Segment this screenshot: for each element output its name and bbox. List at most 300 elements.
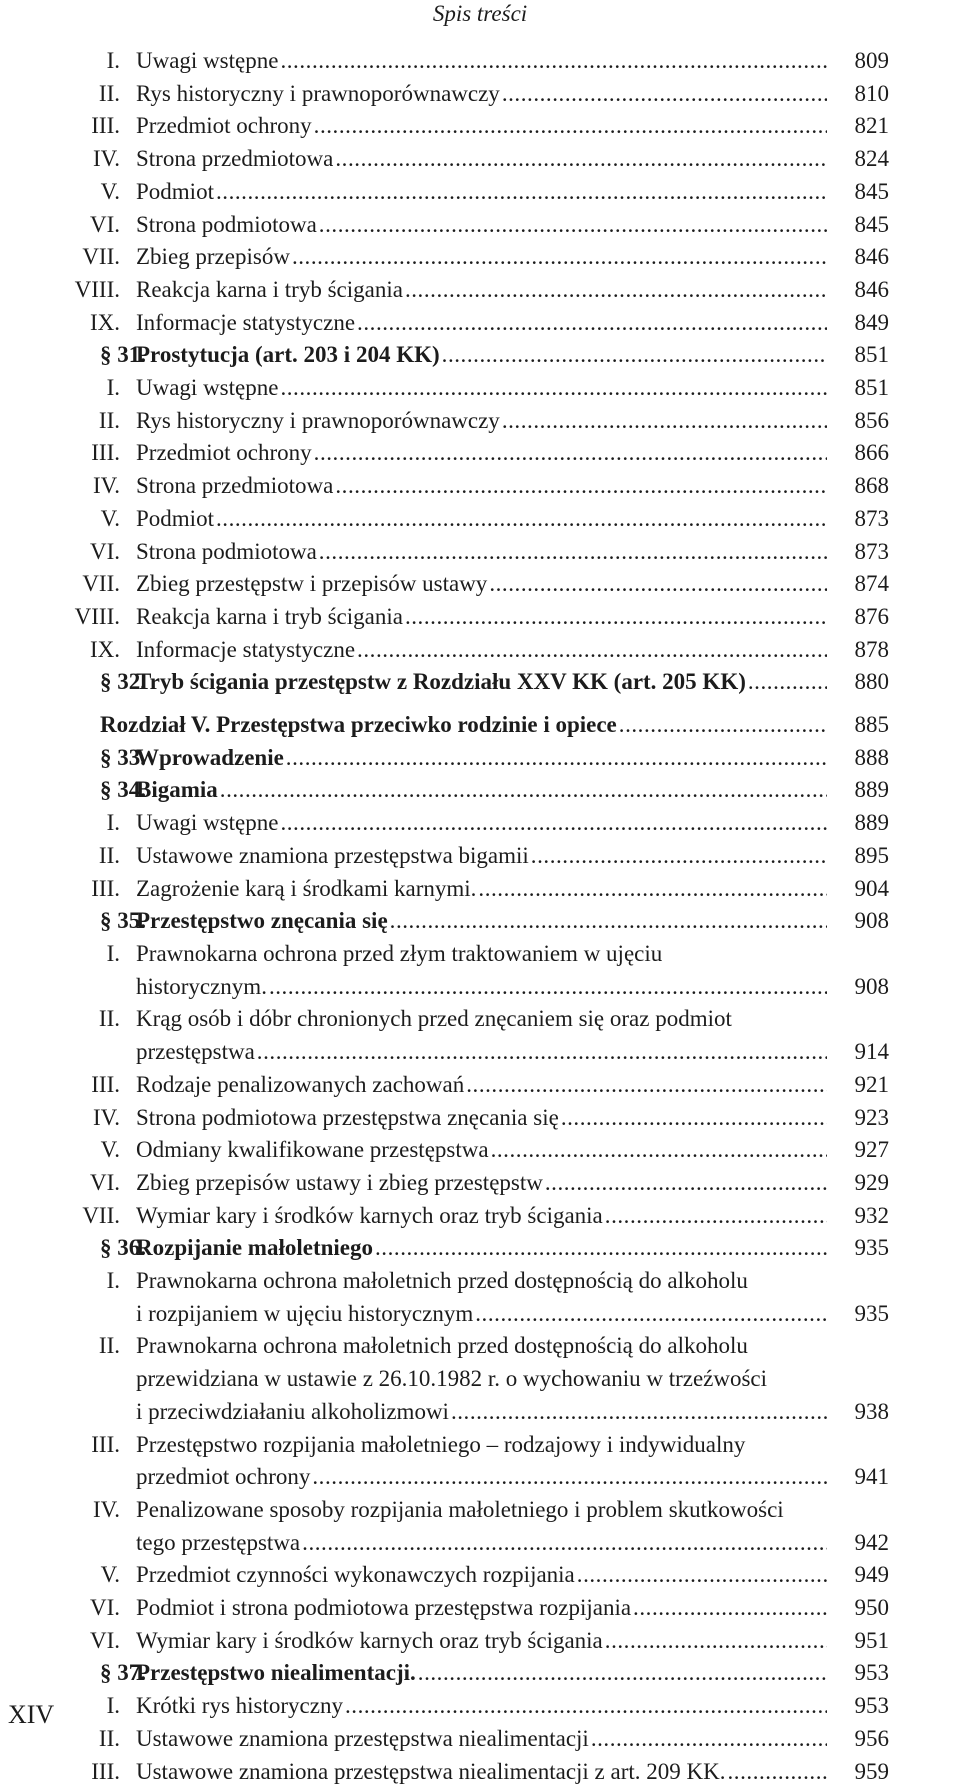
toc-entry-number: § 31. (100, 342, 146, 368)
toc-entry-number: VIII. (74, 603, 120, 629)
toc-entry-body (136, 437, 889, 470)
toc-entry[interactable] (0, 45, 960, 78)
toc-page-number: 908 (854, 908, 889, 934)
toc-page-number: 949 (854, 1562, 889, 1588)
toc-entry-line (136, 905, 889, 938)
toc-entry-body (136, 339, 889, 372)
toc-entry-line (136, 1200, 889, 1233)
toc-entry-number: VI. (89, 538, 120, 564)
toc-entry[interactable] (0, 1200, 960, 1233)
toc-entry[interactable] (0, 1265, 960, 1330)
toc-entry-title: Odmiany kwalifikowane przestępstwa (136, 1137, 489, 1163)
toc-entry-number: III. (91, 1071, 120, 1097)
toc-entry-number: I. (106, 940, 120, 966)
toc-entry-title: Przestępstwo rozpijania małoletniego – rodzajowy i indywidualny (136, 1431, 746, 1457)
toc-entry-number: § 37. (100, 1660, 146, 1686)
toc-entry-body (136, 568, 889, 601)
toc-entry-body (136, 601, 889, 634)
dot-leader (373, 1232, 827, 1265)
toc-entry-number: I. (106, 810, 120, 836)
toc-entry-body (136, 742, 889, 775)
toc-entry[interactable] (0, 1690, 960, 1723)
toc-entry-line (136, 110, 889, 143)
toc-entry-title: Penalizowane sposoby rozpijania małoletniego i problem skutkowości (136, 1496, 784, 1522)
toc-page-number: 810 (854, 80, 889, 106)
toc-entry-line (136, 45, 889, 78)
toc-entry-title: Krąg osób i dóbr chronionych przed znęcaniem się oraz podmiot (136, 1006, 732, 1032)
dot-leader (473, 1298, 827, 1331)
toc-entry-body (136, 372, 889, 405)
toc-entry-line (100, 709, 889, 742)
toc-entry-body (136, 1167, 889, 1200)
dot-leader (489, 1134, 827, 1167)
toc-entry-number: I. (106, 1268, 120, 1294)
dot-leader (603, 1200, 827, 1233)
toc-entry-body (100, 709, 889, 742)
toc-entry-title: Wymiar kary i środków karnych oraz tryb ścigania (136, 1627, 603, 1653)
dot-leader (218, 774, 827, 807)
toc-entry-line (136, 873, 889, 906)
toc-page-number: 849 (854, 309, 889, 335)
toc-entry-line (136, 1298, 889, 1331)
dot-leader (487, 568, 827, 601)
toc-entry[interactable] (0, 1756, 960, 1788)
toc-entry-number: I. (106, 375, 120, 401)
toc-entry-title: Prawnokarna ochrona małoletnich przed dostępnością do alkoholu (136, 1333, 748, 1359)
toc-entry-body (136, 634, 889, 667)
toc-entry[interactable] (0, 601, 960, 634)
toc-entry-title: Ustawowe znamiona przestępstwa niealimentacji (136, 1725, 589, 1751)
toc-entry-number: § 34. (100, 777, 146, 803)
toc-entry-number: § 36. (100, 1235, 146, 1261)
toc-entry-line (136, 1102, 889, 1135)
toc-entry-line (136, 1657, 889, 1690)
toc-entry-body (136, 536, 889, 569)
toc-section-entry[interactable] (0, 774, 960, 807)
toc-entry-line (136, 372, 889, 405)
dot-leader (416, 1657, 827, 1690)
toc-entry-number: VI. (89, 211, 120, 237)
toc-entry-line (136, 1625, 889, 1658)
toc-entry[interactable] (0, 405, 960, 438)
toc-entry-body (136, 241, 889, 274)
toc-entry-line (136, 1003, 889, 1036)
toc-entry[interactable] (0, 1625, 960, 1658)
toc-entry-number: V. (100, 505, 120, 531)
toc-entry-body (136, 307, 889, 340)
toc-entry-title: Strona podmiotowa (136, 211, 317, 237)
toc-page-number: 846 (854, 244, 889, 270)
dot-leader (214, 176, 827, 209)
toc-entry-body (136, 905, 889, 938)
toc-entry-title: Uwagi wstępne (136, 810, 279, 836)
toc-entry-line (136, 307, 889, 340)
table-of-contents (0, 45, 960, 1788)
toc-entry-title: Krótki rys historyczny (136, 1693, 343, 1719)
toc-page-number: 953 (854, 1660, 889, 1686)
toc-entry-body (136, 1003, 889, 1068)
toc-entry-title: i przeciwdziałaniu alkoholizmowi (136, 1398, 449, 1424)
toc-page-number: 904 (854, 875, 889, 901)
toc-entry-number: IX. (89, 636, 120, 662)
dot-leader (355, 634, 827, 667)
toc-entry-title: historycznym. (136, 973, 267, 999)
toc-entry-title: Przedmiot ochrony (136, 440, 312, 466)
toc-entry-body (136, 110, 889, 143)
toc-entry-title: Reakcja karna i tryb ścigania (136, 603, 403, 629)
toc-entry-body (136, 274, 889, 307)
dot-leader (476, 873, 827, 906)
toc-page-number: 935 (854, 1235, 889, 1261)
toc-entry[interactable] (0, 209, 960, 242)
toc-entry-number: III. (91, 1758, 120, 1784)
toc-entry[interactable] (0, 470, 960, 503)
toc-entry[interactable] (0, 938, 960, 1003)
toc-page-number: 921 (854, 1071, 889, 1097)
toc-entry-number: II. (98, 407, 120, 433)
toc-entry-title: przedmiot ochrony (136, 1464, 311, 1490)
toc-entry[interactable] (0, 274, 960, 307)
toc-entry[interactable] (0, 536, 960, 569)
dot-leader (464, 1069, 827, 1102)
dot-leader (575, 1559, 827, 1592)
toc-page-number: 956 (854, 1725, 889, 1751)
toc-section-entry[interactable] (0, 339, 960, 372)
toc-entry-number: II. (98, 80, 120, 106)
toc-entry-body (136, 1232, 889, 1265)
toc-entry-number: III. (91, 875, 120, 901)
toc-entry-number: I. (106, 48, 120, 73)
toc-entry[interactable] (0, 1167, 960, 1200)
toc-page-number: 878 (854, 636, 889, 662)
toc-page-number: 885 (854, 712, 889, 738)
toc-page-number: 866 (854, 440, 889, 466)
toc-entry-number: II. (98, 1725, 120, 1751)
toc-entry-line (136, 1690, 889, 1723)
toc-entry-line (136, 1363, 889, 1396)
toc-entry-number: VI. (89, 1595, 120, 1621)
toc-entry-number: VIII. (74, 276, 120, 302)
toc-page-number: 868 (854, 473, 889, 499)
toc-entry-title: Bigamia (136, 777, 218, 803)
toc-entry-title: Ustawowe znamiona przestępstwa bigamii (136, 842, 529, 868)
toc-entry-number: IV. (92, 1496, 120, 1522)
dot-leader (317, 536, 827, 569)
toc-entry-body (136, 1134, 889, 1167)
toc-entry-title: Przedmiot czynności wykonawczych rozpijania (136, 1562, 575, 1588)
toc-entry-number: III. (91, 1431, 120, 1457)
toc-entry-line (136, 1592, 889, 1625)
toc-entry-line (136, 601, 889, 634)
toc-entry-body (136, 1592, 889, 1625)
toc-entry-body (136, 176, 889, 209)
toc-entry[interactable] (0, 1723, 960, 1756)
toc-entry-line (136, 1756, 889, 1788)
toc-entry[interactable] (0, 1559, 960, 1592)
toc-entry-body (136, 1429, 889, 1494)
toc-entry-title: tego przestępstwa (136, 1529, 301, 1555)
toc-page-number: 873 (854, 538, 889, 564)
toc-entry-title: Rys historyczny i prawnoporównawczy (136, 80, 500, 106)
dot-leader (278, 372, 827, 405)
toc-entry-number: IV. (92, 473, 120, 499)
dot-leader (529, 840, 827, 873)
toc-entry-title: Przestępstwo niealimentacji. (136, 1660, 416, 1686)
toc-entry-title: przewidziana w ustawie z 26.10.1982 r. o wychowaniu w trzeźwości (136, 1366, 768, 1392)
toc-entry-title: Podmiot (136, 505, 214, 531)
toc-entry[interactable] (0, 1494, 960, 1559)
toc-entry-line (136, 536, 889, 569)
toc-entry[interactable] (0, 78, 960, 111)
dot-leader (355, 307, 827, 340)
toc-entry-number: VII. (82, 571, 120, 597)
toc-page-number: 873 (854, 505, 889, 531)
toc-entry[interactable] (0, 1069, 960, 1102)
toc-entry[interactable] (0, 307, 960, 340)
toc-page-number: 932 (854, 1202, 889, 1228)
toc-entry-body (136, 143, 889, 176)
toc-entry-number: V. (100, 178, 120, 204)
toc-entry-line (136, 437, 889, 470)
toc-entry-title: Prawnokarna ochrona małoletnich przed dostępnością do alkoholu (136, 1268, 748, 1294)
toc-entry-number: III. (91, 440, 120, 466)
toc-entry[interactable] (0, 1592, 960, 1625)
toc-entry[interactable] (0, 873, 960, 906)
toc-entry-line (136, 1559, 889, 1592)
toc-page-number: 950 (854, 1595, 889, 1621)
dot-leader (500, 78, 827, 111)
dot-leader (559, 1102, 827, 1135)
toc-entry-title: Zbieg przestępstw i przepisów ustawy (136, 571, 488, 597)
toc-entry[interactable] (0, 176, 960, 209)
toc-entry-title: Wymiar kary i środków karnych oraz tryb ścigania (136, 1202, 603, 1228)
toc-entry-line (136, 634, 889, 667)
toc-section-entry[interactable] (0, 1232, 960, 1265)
toc-entry-line (136, 78, 889, 111)
dot-leader (284, 742, 827, 775)
toc-entry-body (136, 1265, 889, 1330)
dot-leader (214, 503, 827, 536)
toc-entry-body (136, 1657, 889, 1690)
toc-entry-number: III. (91, 113, 120, 139)
toc-entry[interactable] (0, 634, 960, 667)
dot-leader (388, 905, 827, 938)
toc-entry-number: IV. (92, 146, 120, 172)
running-header: Spis treści (432, 1, 528, 26)
toc-entry[interactable] (0, 503, 960, 536)
toc-entry-line (136, 1527, 889, 1560)
toc-page-number: 927 (854, 1137, 889, 1163)
toc-entry[interactable] (0, 241, 960, 274)
toc-page-number: 880 (854, 669, 889, 695)
toc-page-number: 953 (854, 1693, 889, 1719)
toc-entry-title: Reakcja karna i tryb ścigania (136, 276, 403, 302)
toc-entry-number: VII. (82, 1202, 120, 1228)
dot-leader (500, 405, 827, 438)
toc-entry-number: § 33. (100, 744, 146, 770)
dot-leader (312, 437, 827, 470)
toc-entry[interactable] (0, 1429, 960, 1494)
dot-leader (278, 45, 827, 78)
toc-entry-body (136, 774, 889, 807)
toc-page-number: 824 (854, 146, 889, 172)
toc-entry-title: Rys historyczny i prawnoporównawczy (136, 407, 500, 433)
toc-section-entry[interactable] (0, 1657, 960, 1690)
toc-entry-title: Informacje statystyczne (136, 309, 356, 335)
toc-entry[interactable] (0, 437, 960, 470)
toc-entry-body (136, 1690, 889, 1723)
dot-leader (333, 470, 827, 503)
page-number-roman: XIV (8, 1700, 55, 1729)
toc-entry-body (136, 807, 889, 840)
toc-entry-line (136, 470, 889, 503)
toc-entry-body (136, 666, 889, 699)
dot-leader (317, 209, 827, 242)
dot-leader (403, 274, 827, 307)
toc-entry-line (136, 274, 889, 307)
dot-leader (267, 971, 827, 1004)
toc-page-number: 874 (854, 571, 889, 597)
toc-page-number: 845 (854, 178, 889, 204)
toc-entry-line (136, 840, 889, 873)
toc-entry-line (136, 1330, 889, 1363)
toc-entry-title: Przestępstwo znęcania się (136, 908, 388, 934)
toc-entry-number: IV. (92, 1104, 120, 1130)
toc-entry-number: VII. (82, 244, 120, 270)
toc-entry-title: Zagrożenie karą i środkami karnymi. (136, 875, 477, 901)
toc-entry[interactable] (0, 372, 960, 405)
toc-page-number: 888 (854, 744, 889, 770)
toc-entry-number: II. (98, 842, 120, 868)
dot-leader (631, 1592, 827, 1625)
toc-page-number: 929 (854, 1169, 889, 1195)
toc-entry-line (136, 405, 889, 438)
toc-page-number: 895 (854, 842, 889, 868)
toc-entry[interactable] (0, 1003, 960, 1068)
dot-leader (343, 1690, 827, 1723)
toc-entry-body (136, 1756, 889, 1788)
toc-entry-title: Wprowadzenie (136, 744, 284, 770)
toc-page-number: 821 (854, 113, 889, 139)
toc-entry[interactable] (0, 1330, 960, 1428)
toc-page-number: 941 (854, 1464, 889, 1490)
dot-leader (312, 110, 827, 143)
toc-chapter-entry[interactable] (0, 709, 960, 742)
toc-entry[interactable] (0, 1102, 960, 1135)
toc-entry-title: Strona podmiotowa przestępstwa znęcania się (136, 1104, 559, 1130)
dot-leader (603, 1625, 827, 1658)
toc-entry-number: V. (100, 1562, 120, 1588)
toc-entry-line (136, 742, 889, 775)
toc-entry[interactable] (0, 807, 960, 840)
toc-entry-number: IX. (89, 309, 120, 335)
toc-entry-title: Zbieg przepisów (136, 244, 290, 270)
toc-entry[interactable] (0, 143, 960, 176)
toc-entry-title: Prostytucja (art. 203 i 204 KK) (136, 342, 440, 368)
toc-entry-number: II. (98, 1006, 120, 1032)
toc-entry-body (136, 45, 889, 78)
toc-page-number: 908 (854, 973, 889, 999)
dot-leader (255, 1036, 827, 1069)
toc-entry-title: przestępstwa (136, 1039, 255, 1065)
toc-entry-title: Strona przedmiotowa (136, 473, 334, 499)
toc-entry-title: Tryb ścigania przestępstw z Rozdziału XXV KK (art. 205 KK) (136, 669, 746, 695)
toc-page-number: 923 (854, 1104, 889, 1130)
toc-entry-body (136, 1330, 889, 1428)
toc-entry-body (136, 405, 889, 438)
toc-entry-line (136, 1167, 889, 1200)
toc-entry-line (136, 176, 889, 209)
toc-entry-number: § 32. (100, 669, 146, 695)
toc-section-entry[interactable] (0, 742, 960, 775)
toc-entry-line (136, 666, 889, 699)
toc-entry-line (136, 1069, 889, 1102)
toc-entry-body (136, 840, 889, 873)
toc-entry-number: II. (98, 1333, 120, 1359)
toc-entry-line (136, 938, 889, 971)
toc-entry[interactable] (0, 1134, 960, 1167)
toc-entry-number: VI. (89, 1627, 120, 1653)
toc-page-number: 876 (854, 603, 889, 629)
toc-entry-line (136, 568, 889, 601)
toc-entry-body (136, 1200, 889, 1233)
toc-page-number: 938 (854, 1398, 889, 1424)
toc-entry-body (136, 873, 889, 906)
toc-entry-title: Uwagi wstępne (136, 48, 279, 73)
toc-entry-line (136, 1723, 889, 1756)
toc-entry-line (136, 241, 889, 274)
dot-leader (440, 339, 827, 372)
dot-leader (543, 1167, 827, 1200)
toc-entry-line (136, 774, 889, 807)
toc-page-number: 851 (854, 342, 889, 368)
toc-entry-title: Rozdział V. Przestępstwa przeciwko rodzinie i opiece (100, 712, 617, 738)
toc-entry-title: Informacje statystyczne (136, 636, 356, 662)
toc-entry-line (136, 1036, 889, 1069)
toc-page-number: 809 (854, 48, 889, 73)
toc-page-number: 935 (854, 1300, 889, 1326)
toc-page-number: 951 (854, 1627, 889, 1653)
dot-leader (589, 1723, 827, 1756)
toc-entry-title: Ustawowe znamiona przestępstwa niealimentacji z art. 209 KK. (136, 1758, 726, 1784)
toc-entry-body (136, 503, 889, 536)
toc-entry-title: i rozpijaniem w ujęciu historycznym (136, 1300, 474, 1326)
toc-entry[interactable] (0, 110, 960, 143)
toc-page-number: 845 (854, 211, 889, 237)
toc-page-number: 851 (854, 375, 889, 401)
toc-section-entry[interactable] (0, 666, 960, 699)
toc-entry-body (136, 1102, 889, 1135)
toc-entry-body (136, 1559, 889, 1592)
dot-leader (278, 807, 827, 840)
toc-entry-title: Podmiot (136, 178, 214, 204)
toc-entry-body (136, 1069, 889, 1102)
toc-entry-title: Uwagi wstępne (136, 375, 279, 401)
toc-entry-line (136, 971, 889, 1004)
toc-entry-line (136, 1134, 889, 1167)
toc-entry-body (136, 470, 889, 503)
toc-entry[interactable] (0, 568, 960, 601)
toc-page-number: 856 (854, 407, 889, 433)
toc-entry[interactable] (0, 840, 960, 873)
toc-entry-line (136, 143, 889, 176)
toc-entry-title: Strona podmiotowa (136, 538, 317, 564)
toc-section-entry[interactable] (0, 905, 960, 938)
dot-leader (746, 666, 827, 699)
toc-entry-number: VI. (89, 1169, 120, 1195)
toc-entry-line (136, 1429, 889, 1462)
dot-leader (300, 1527, 827, 1560)
